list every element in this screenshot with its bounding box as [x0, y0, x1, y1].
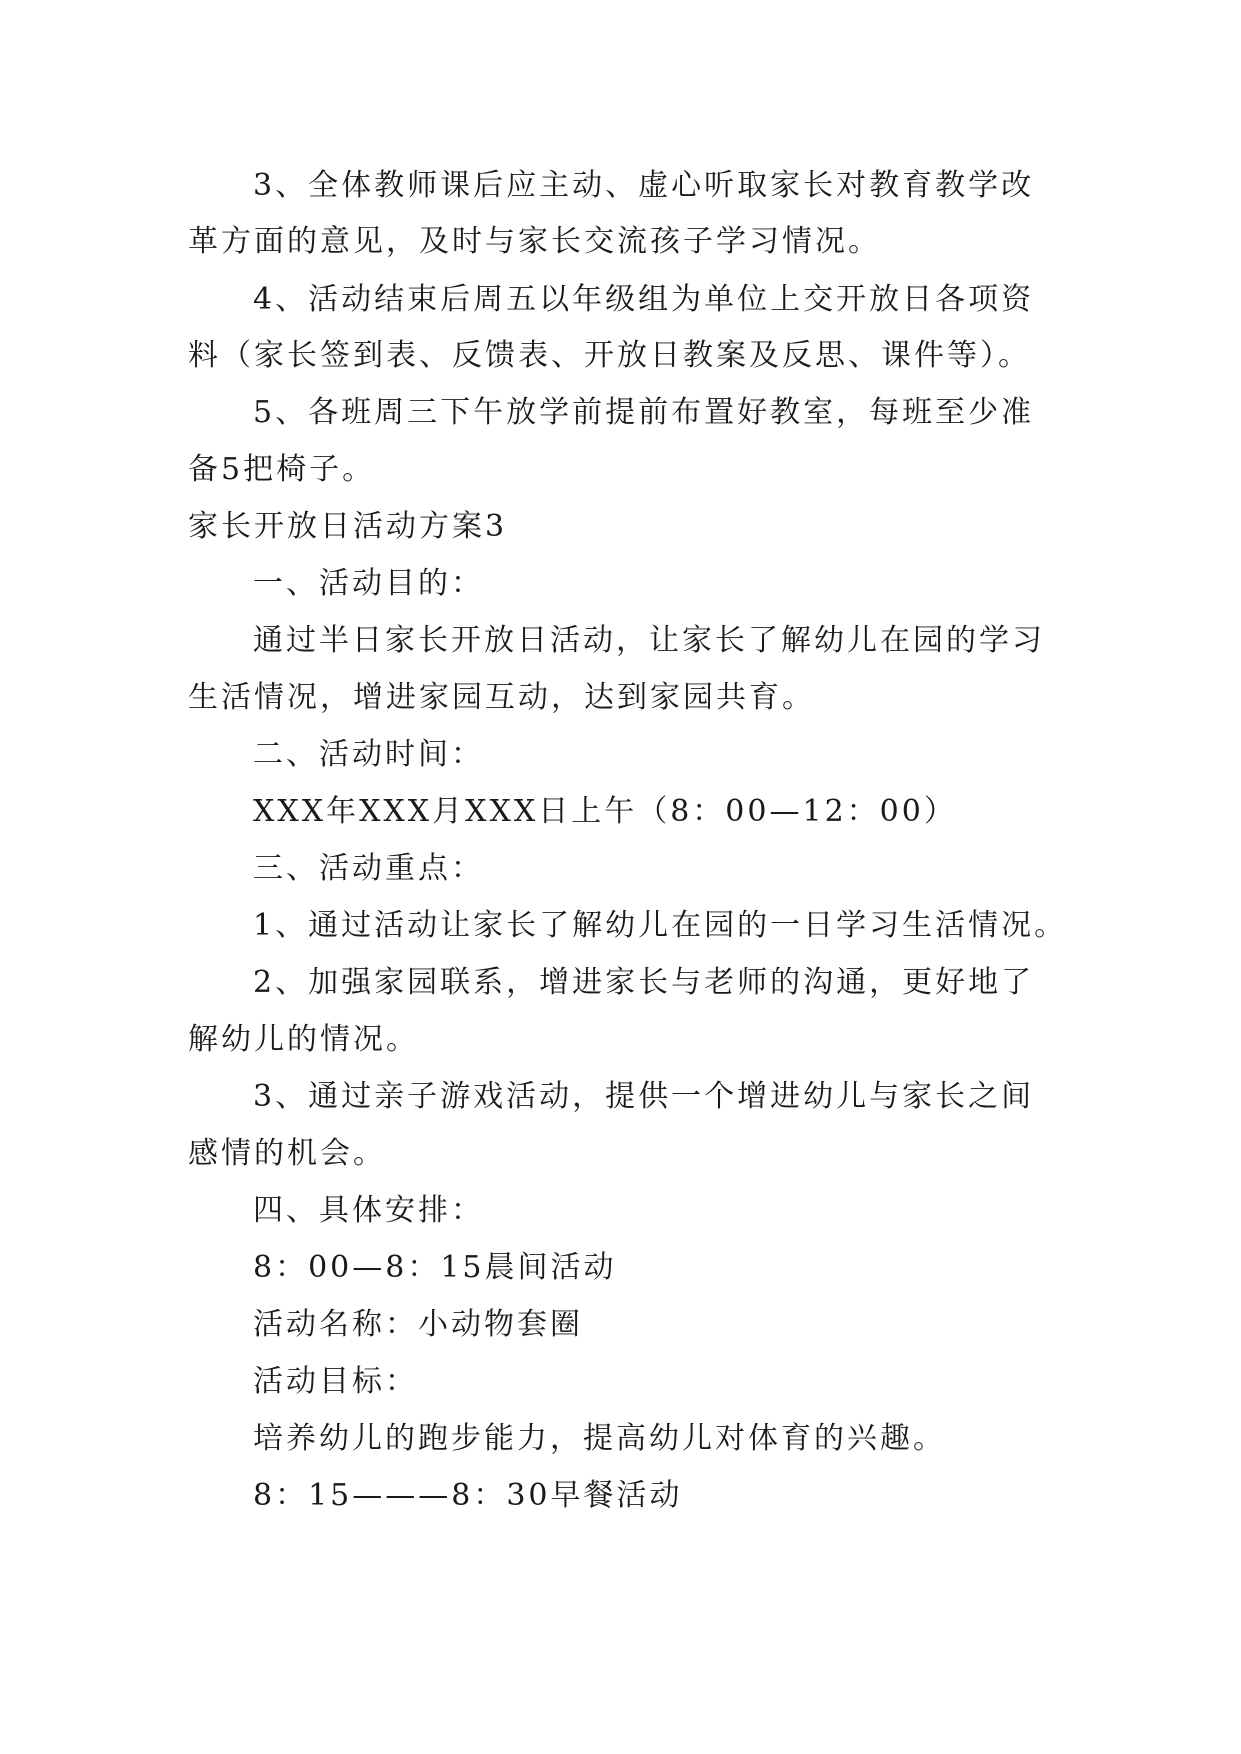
paragraph-line: 3、全体教师课后应主动、虚心听取家长对教育教学改 — [253, 168, 1035, 203]
paragraph-line: 2、加强家园联系，增进家长与老师的沟通，更好地了 — [253, 965, 1035, 1000]
paragraph-line: 通过半日家长开放日活动，让家长了解幼儿在园的学习 — [253, 623, 1045, 658]
paragraph-line: 8：00—8：15晨间活动 — [253, 1250, 617, 1285]
paragraph-line: 活动目标： — [253, 1364, 418, 1399]
paragraph-line: 解幼儿的情况。 — [188, 1022, 419, 1057]
section-heading: 四、具体安排： — [253, 1193, 484, 1228]
paragraph-line: 革方面的意见，及时与家长交流孩子学习情况。 — [188, 224, 881, 259]
paragraph-line: 生活情况，增进家园互动，达到家园共育。 — [188, 680, 815, 715]
section-heading: 一、活动目的： — [253, 566, 484, 601]
paragraph-line: XXX年XXX月XXX日上午（8：00—12：00） — [253, 794, 957, 829]
section-title: 家长开放日活动方案3 — [188, 509, 508, 544]
section-heading: 二、活动时间： — [253, 737, 484, 772]
paragraph-line: 备5把椅子。 — [188, 452, 376, 487]
paragraph-line: 活动名称：小动物套圈 — [253, 1307, 583, 1342]
section-heading: 三、活动重点： — [253, 851, 484, 886]
paragraph-line: 5、各班周三下午放学前提前布置好教室，每班至少准 — [253, 395, 1035, 430]
paragraph-line: 料（家长签到表、反馈表、开放日教案及反思、课件等）。 — [188, 338, 1031, 373]
paragraph-line: 4、活动结束后周五以年级组为单位上交开放日各项资 — [253, 282, 1035, 317]
paragraph-line: 8：15———8：30早餐活动 — [253, 1478, 683, 1513]
paragraph-line: 1、通过活动让家长了解幼儿在园的一日学习生活情况。 — [253, 908, 1068, 943]
paragraph-line: 3、通过亲子游戏活动，提供一个增进幼儿与家长之间 — [253, 1079, 1035, 1114]
paragraph-line: 感情的机会。 — [188, 1136, 386, 1171]
paragraph-line: 培养幼儿的跑步能力，提高幼儿对体育的兴趣。 — [253, 1421, 946, 1456]
